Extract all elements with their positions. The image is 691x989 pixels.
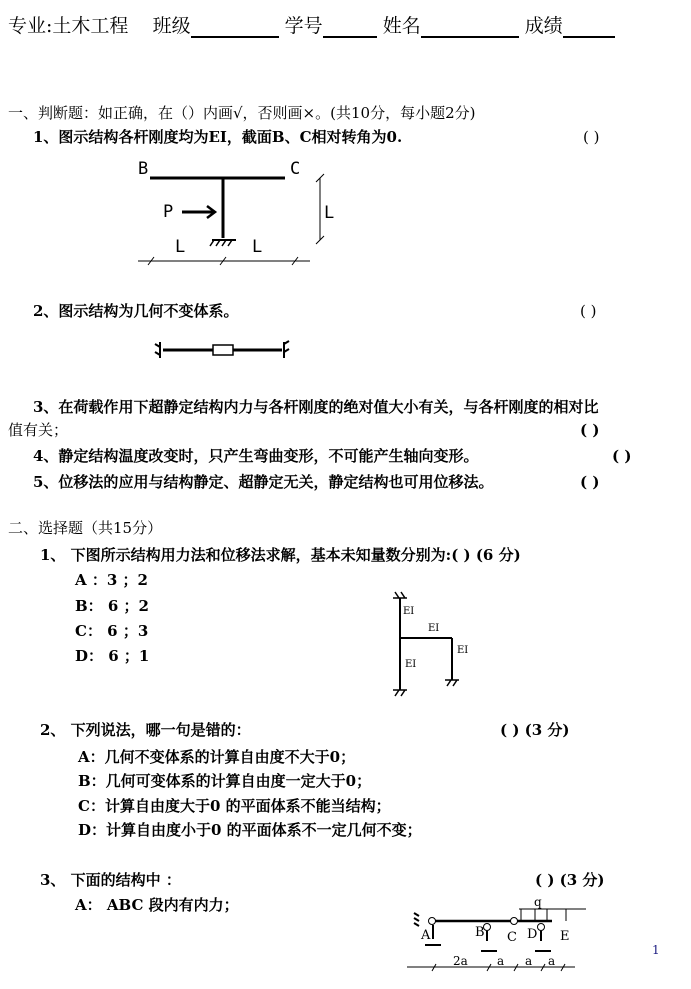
s2-q3-answer[interactable]: ( ) (3 分): [535, 871, 605, 889]
s1-q4: 4、静定结构温度改变时，只产生弯曲变形，不可能产生轴向变形。: [33, 447, 479, 465]
fig2-ei2: EI: [428, 623, 440, 634]
s2-q1-option-d[interactable]: D： 6 ；1: [75, 647, 150, 665]
s2-q3-option-a[interactable]: A： ABC 段内有内力；: [75, 896, 239, 914]
fig2-ei1: EI: [403, 606, 415, 617]
s1-q3-answer[interactable]: ( ): [580, 421, 600, 439]
fig3-dim-2a: 2a: [453, 954, 468, 968]
fig3-dim-a3: a: [548, 954, 556, 968]
fig1-hinge-chain: [155, 341, 289, 358]
fig1-label-l3: L: [324, 203, 335, 223]
s2-q2-option-d[interactable]: D：计算自由度小于0 的平面体系不一定几何不变；: [78, 821, 422, 839]
s2-q1-option-b[interactable]: B： 6 ；2: [75, 597, 149, 615]
s1-q4-answer[interactable]: ( ): [612, 447, 632, 465]
s1-q3-line1: 3、在荷载作用下超静定结构内力与各杆刚度的绝对值大小有关，与各杆刚度的相对比: [33, 398, 599, 416]
fig3-a: A: [421, 928, 431, 943]
fig3-d: D: [527, 927, 538, 942]
fig3-dim-a1: a: [497, 954, 505, 968]
fig1-label-l2: L: [252, 237, 263, 257]
s2-q2: 2、 下列说法，哪一句是错的：: [40, 721, 251, 739]
s2-q2-option-b[interactable]: B：几何可变体系的计算自由度一定大于0；: [78, 772, 372, 790]
score-label: 成绩: [524, 15, 563, 37]
fig3-dim-a2: a: [525, 954, 533, 968]
fig3-c: C: [507, 930, 517, 945]
s2-q2-option-a[interactable]: A：几何不变体系的计算自由度不大于0；: [78, 748, 356, 766]
fig3-q: q: [534, 895, 542, 909]
name-label: 姓名: [382, 15, 421, 37]
section1-title: 一、判断题：如正确，在（）内画√，否则画×。(共10分，每小题2分): [8, 104, 476, 122]
fig2-ei4: EI: [405, 659, 417, 670]
fig1-label-l1: L: [175, 237, 186, 257]
fig2-ei3: EI: [457, 645, 469, 656]
s1-q3-line2: 值有关；: [8, 421, 69, 439]
s1-q1-answer[interactable]: ( ): [583, 128, 600, 146]
s2-q2-answer[interactable]: ( ) (3 分): [500, 721, 570, 739]
s1-q2: 2、图示结构为几何不变体系。: [33, 302, 239, 320]
class-label: 班级: [152, 15, 191, 37]
s1-q5: 5、位移法的应用与结构静定、超静定无关，静定结构也可用位移法。: [33, 473, 494, 491]
s2-q1-option-a[interactable]: A ：3 ；2: [75, 571, 148, 589]
s2-q1: 1、 下图所示结构用力法和位移法求解，基本未知量数分别为:( ) (6 分): [40, 546, 521, 564]
section2-title: 二、选择题（共15分）: [8, 519, 163, 537]
s1-q2-answer[interactable]: ( ): [580, 302, 597, 320]
s1-q5-answer[interactable]: ( ): [580, 473, 600, 491]
page-number: 1: [652, 943, 660, 957]
s1-q1: 1、图示结构各杆刚度均为EI，截面B、C相对转角为0.: [33, 128, 403, 146]
id-label: 学号: [284, 15, 323, 37]
fig3-e: E: [560, 929, 570, 944]
fig1-label-p: P: [163, 202, 174, 222]
fig3-b: B: [475, 925, 485, 940]
s2-q1-option-c[interactable]: C： 6 ；3: [75, 622, 149, 640]
s2-q3: 3、 下面的结构中 ：: [40, 871, 181, 889]
fig1-label-c: C: [290, 159, 301, 179]
major-label: 专业:土木工程: [8, 15, 129, 37]
fig1-label-b: B: [138, 159, 149, 179]
s2-q2-option-c[interactable]: C：计算自由度大于0 的平面体系不能当结构；: [78, 797, 391, 815]
